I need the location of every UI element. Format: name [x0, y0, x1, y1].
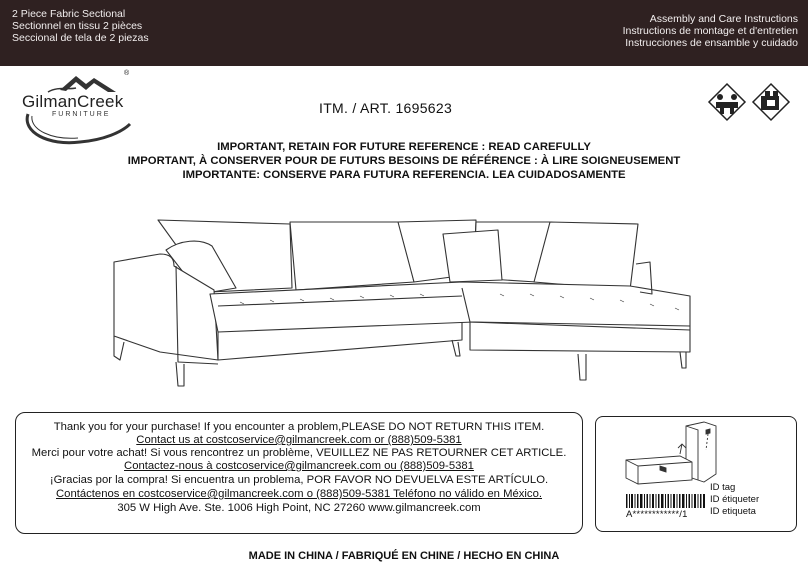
important-notice-en: IMPORTANT, RETAIN FOR FUTURE REFERENCE : READ CAREFULLY — [217, 141, 591, 153]
thanks-es: ¡Gracias por la compra! Si encuentra un problema, POR FAVOR NO DEVUELVA ESTE ARTÍCULO. — [49, 474, 549, 486]
thanks-fr: Merci pour votre achat! Si vous rencontrez un problème, VEUILLEZ NE PAS RETOURNER CET ARTICLE. — [31, 447, 567, 459]
id-tag-label-fr: ID étiqueter — [710, 494, 760, 505]
product-title: 2 Piece Fabric Sectional Sectionnel en tissu 2 pièces Seccional de tela de 2 piezas — [12, 8, 149, 44]
barcode-number: A************/1 — [626, 509, 688, 520]
contact-fr[interactable]: Contactez-nous à costcoservice@gilmancreek.com ou (888)509-5381 — [124, 460, 474, 472]
thanks-en: Thank you for your purchase! If you encounter a problem,PLEASE DO NOT RETURN THIS ITEM. — [53, 421, 545, 433]
customer-service-panel — [15, 412, 583, 534]
important-notice-fr: IMPORTANT, À CONSERVER POUR DE FUTURS BESOINS DE RÉFÉRENCE : À LIRE SOIGNEUSEMENT — [127, 155, 681, 167]
registered-mark: ® — [124, 70, 130, 77]
contact-en[interactable]: Contact us at costcoservice@gilmancreek.com or (888)509-5381 — [136, 434, 462, 446]
logo-name: GilmanCreek — [22, 92, 124, 111]
id-tag-label-en: ID tag — [710, 482, 736, 493]
sectional-sofa-illustration — [100, 190, 700, 390]
logo-sub: FURNITURE — [52, 111, 111, 118]
id-tag-label-es: ID etiqueta — [710, 506, 756, 517]
address: 305 W High Ave. Ste. 1006 High Point, NC 27260 www.gilmancreek.com — [117, 502, 481, 514]
important-notice-es: IMPORTANTE: CONSERVE PARA FUTURA REFERENCIA. LEA CUIDADOSAMENTE — [182, 169, 626, 181]
two-person-assembly-icon — [707, 82, 791, 122]
item-number: ITM. / ART. 1695623 — [319, 100, 453, 116]
contact-es[interactable]: Contáctenos en costcoservice@gilmancreek.com o (888)509-5381 Teléfono no válido en México. — [56, 488, 542, 500]
origin-footer: MADE IN CHINA / FABRIQUÉ EN CHINE / HECHO EN CHINA — [248, 550, 560, 562]
barcode-icon — [626, 494, 706, 508]
guide-title: Assembly and Care Instructions Instructions de montage et d'entretien Instrucciones de ensamble y cuidado — [622, 13, 798, 49]
header-bar — [0, 0, 808, 66]
